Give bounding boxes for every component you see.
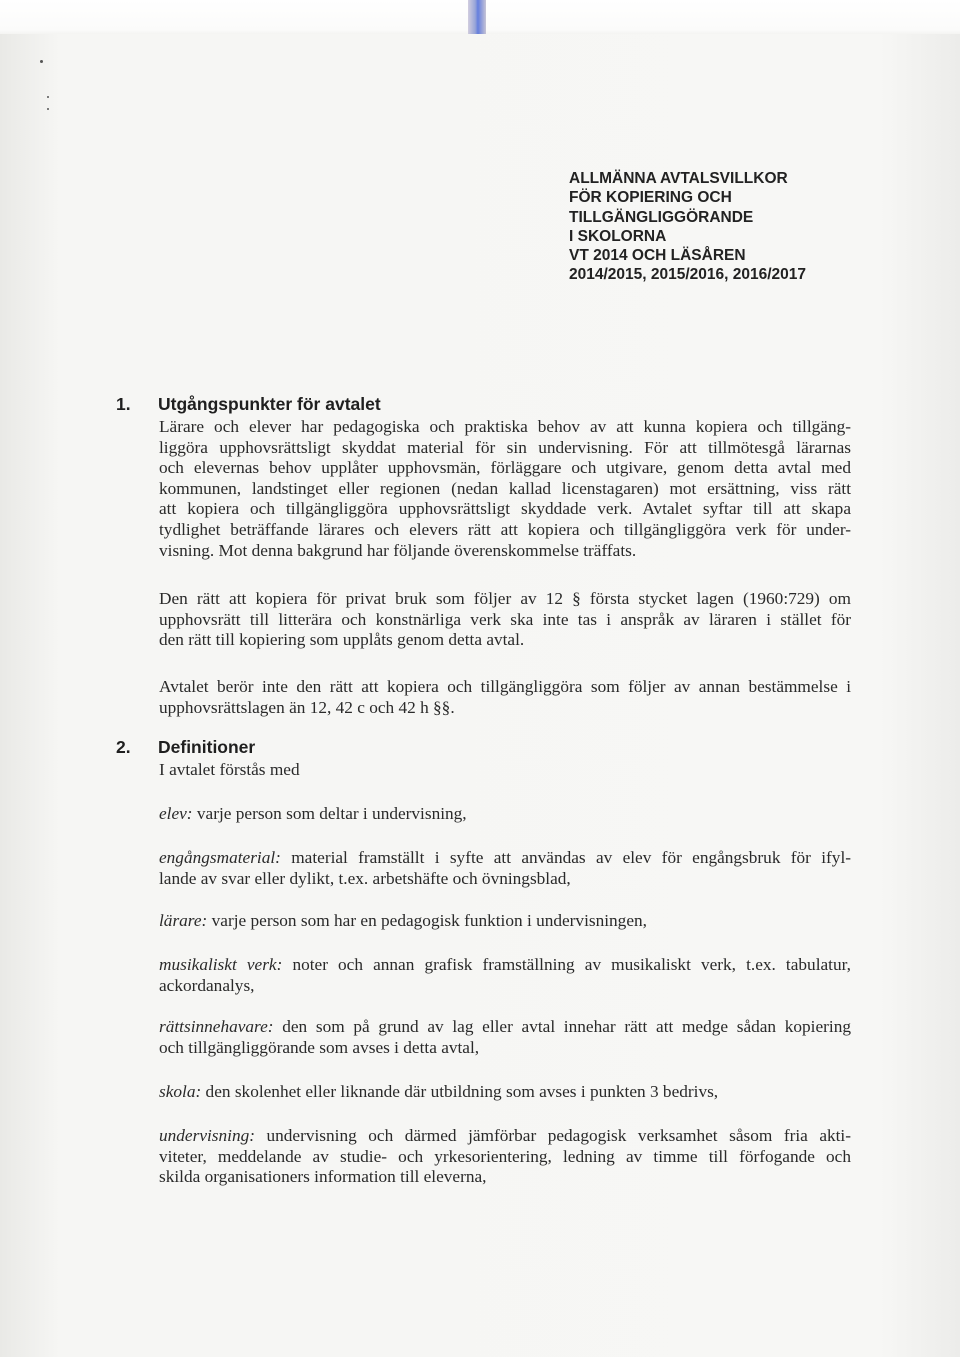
definition-item [159,848,851,889]
definition-term: skola: [159,1082,202,1101]
header-line: I SKOLORNA [569,227,667,245]
section-title: Utgångspunkter för avtalet [158,394,381,414]
definition-text: material framställt i syfte att användas av elev för engångsbruk för ifyl- [280,848,851,867]
definition-term: undervisning: [159,1126,255,1145]
text-line: viteter, meddelande av studie- och yrkesorientering, ledning av timme till förfogande och [159,1146,851,1166]
definition-text: varje person som deltar i undervisning, [192,804,467,823]
scan-speck [47,108,49,110]
scan-speck [40,60,43,63]
text-line: I avtalet förstås med [159,760,300,779]
section-title: Definitioner [158,737,256,757]
section-1-paragraph-2 [159,589,851,651]
text-line [159,1017,851,1038]
header-line: TILLGÄNGLIGGÖRANDE [569,208,754,226]
section-number: 2. [116,737,131,757]
text-line: den rätt till kopiering som upplåts genom detta avtal. [159,630,525,650]
text-line: skilda organisationers information till eleverna, [159,1167,487,1187]
text-line: upphovsrättslagen än 12, 42 c och 42 h §§. [159,697,455,717]
text-line [159,911,851,932]
header-line: FÖR KOPIERING OCH [569,189,732,207]
section-1-heading [116,394,381,415]
text-line [159,848,851,869]
definition-item [159,911,851,932]
text-line [159,1126,851,1147]
definition-term: engångsmaterial: [159,848,281,867]
text-line [159,955,851,976]
text-line: och elevernas behov upplåter upphovsmän, förläggare och utgivare, genom detta avtal med [159,458,851,478]
definition-item [159,1017,851,1058]
scan-speck [47,96,49,98]
definition-item [159,804,851,825]
definition-term: rättsinnehavare: [159,1017,274,1036]
definition-text: den som på grund av lag eller avtal innehar rätt att medge sådan kopiering [273,1017,851,1036]
text-line: att kopiera och tillgängliggöra upphovsrättsligt skyddade verk. Avtalet syftar till att skapa [159,499,851,519]
definition-term: musikaliskt verk: [159,955,283,974]
header-line: ALLMÄNNA AVTALSVILLKOR [569,170,788,187]
text-line: Den rätt att kopiera för privat bruk som följer av 12 § första stycket lagen (1960:729) om [159,589,851,608]
text-line [159,1082,851,1103]
text-line: Lärare och elever har pedagogiska och praktiska behov av att kunna kopiera och tillgäng- [159,417,851,436]
text-line: lande av svar eller dylikt, t.ex. arbetshäfte och övningsblad, [159,868,571,888]
text-line [159,804,851,825]
text-line: liggöra upphovsrättsligt skyddat material för sin undervisning. För att tillmötesgå lärarnas [159,437,851,457]
section-number: 1. [116,394,131,414]
definition-text: varje person som har en pedagogisk funktion i undervisningen, [207,911,647,930]
definition-text: undervisning och därmed jämförbar pedagogisk verksamhet såsom fria akti- [255,1126,851,1145]
definition-term: lärare: [159,911,208,930]
definition-item [159,955,851,996]
text-line: visning. Mot denna bakgrund har följande överenskommelse träffats. [159,540,637,560]
text-line: upphovsrätt till litterära och konstnärliga verk ska inte tas i anspråk av läraren i stället för [159,609,851,629]
text-line: kommunen, landstinget eller regionen (nedan kallad licenstagaren) mot ersättning, viss rätt [159,478,851,498]
definition-text: noter och annan grafisk framställning av musikaliskt verk, t.ex. tabulatur, [282,955,851,974]
document-header [569,169,869,285]
section-2-intro [159,760,851,781]
text-line: tydlighet beträffande lärares och elevers rätt att kopiera och tillgängliggöra verk för under- [159,519,851,539]
text-line: Avtalet berör inte den rätt att kopiera och tillgängliggöra som följer av annan bestämmelse i [159,677,851,696]
header-line: VT 2014 OCH LÄSÅREN [569,247,746,265]
section-1-paragraph-3 [159,677,851,718]
definition-term: elev: [159,804,193,823]
text-line: ackordanalys, [159,975,255,995]
scan-artifact [468,0,486,34]
definition-text: den skolenhet eller liknande där utbildning som avses i punkten 3 bedrivs, [201,1082,719,1101]
section-2-heading [116,737,255,758]
text-line: och tillgängliggörande som avses i detta avtal, [159,1037,480,1057]
section-1-paragraph-1 [159,417,851,561]
definition-item [159,1126,851,1188]
definition-item [159,1082,851,1103]
header-line: 2014/2015, 2015/2016, 2016/2017 [569,266,807,284]
